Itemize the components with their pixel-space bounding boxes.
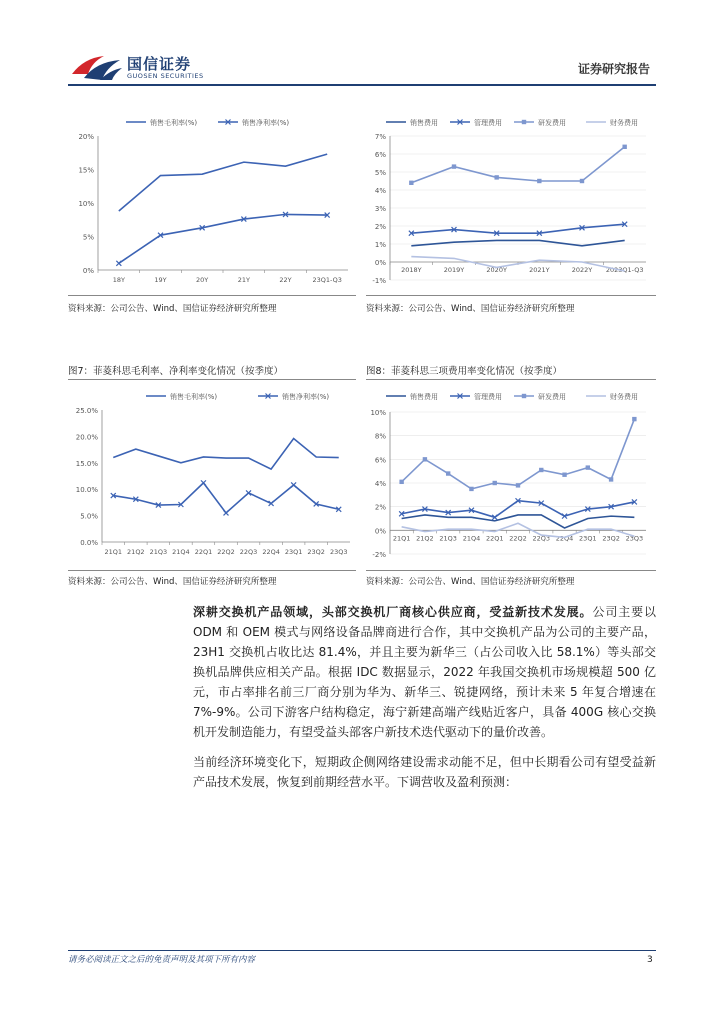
y-tick-label: 0.0% — [80, 539, 98, 547]
x-tick-label: 2022Y — [571, 266, 593, 274]
series-line-1 — [113, 483, 338, 513]
data-point — [516, 483, 520, 487]
y-tick-label: 6% — [374, 151, 386, 159]
figure-2-source: 资料来源：公司公告、Wind、国信证券经济研究所整理 — [366, 304, 575, 314]
y-tick-label: 10.0% — [75, 486, 98, 495]
paragraph-2-body: 当前经济环境变化下，短期政企侧网络建设需求动能不足，但中长期看公司有望受益新产品技术发展，恢复到前期经营水平。下调营收及盈利预测： — [193, 755, 656, 789]
legend-marker — [522, 394, 526, 398]
y-tick-label: 2% — [374, 223, 386, 231]
chart-expense-annual — [366, 100, 656, 290]
data-point — [224, 510, 229, 515]
legend-marker — [522, 120, 526, 124]
legend-label: 销售净利率(%) — [282, 393, 330, 401]
data-point — [291, 482, 296, 487]
paragraph-2 — [193, 752, 656, 792]
y-tick-label: 15% — [78, 166, 94, 175]
data-point — [469, 487, 473, 491]
y-tick-label: 25.0% — [75, 407, 98, 415]
body-text — [193, 602, 656, 802]
x-tick-label: 21Y — [237, 276, 250, 284]
paragraph-1-body: 公司主要以 ODM 和 OEM 模式与网络设备品牌商进行合作，其中交换机产品为公司的主要产品，23H1 交换机占收比达 81.4%，并且主要为新华三（占公司收入比 58.1%）等头部交换机品牌供应相关产品。根据 IDC 数据显示，2022 年我国交换机市场规模超 500 亿元，市占率排名前三厂商分别为华为、新华三、锐捷网络，预计未来 5 年复合增速在 7%-9%。公司下游客户结构稳定，海宁新建高端产线贴近客户，具备 400G 核心交换机开发制造能力，有望受益头部客户新技术迭代驱动下的量价改善。 — [193, 605, 656, 739]
legend-label: 销售毛利率(%) — [170, 393, 218, 401]
y-tick-label: 0% — [374, 527, 386, 536]
figure-8-title: 图8：菲菱科思三项费用率变化情况（按季度） — [366, 366, 563, 377]
figure-7-title-rule — [68, 379, 356, 380]
legend-label: 研发费用 — [538, 119, 566, 127]
x-tick-label: 21Q3 — [439, 534, 457, 543]
data-point — [409, 181, 413, 185]
x-tick-label: 2021Y — [529, 266, 550, 274]
y-tick-label: 4% — [374, 480, 386, 488]
y-tick-label: 3% — [374, 205, 386, 213]
paragraph-1-lead: 深耕交换机产品领域，头部交换机厂商核心供应商，受益新技术发展。 — [193, 605, 593, 619]
figure-1-rule — [68, 295, 356, 296]
x-tick-label: 23Q2 — [602, 534, 620, 543]
chart-margin-annual — [68, 100, 356, 290]
x-tick-label: 21Q2 — [127, 548, 145, 556]
page-number: 3 — [647, 955, 653, 965]
series-line-1 — [119, 214, 327, 263]
figure-7-title: 图7：菲菱科思毛利率、净利率变化情况（按季度） — [68, 366, 284, 377]
data-point — [201, 480, 206, 485]
x-tick-label: 2019Y — [443, 266, 465, 274]
header — [0, 0, 724, 90]
y-tick-label: 20% — [78, 133, 94, 141]
figure-1 — [68, 100, 356, 300]
x-tick-label: 22Q1 — [485, 534, 504, 543]
data-point — [399, 480, 403, 484]
legend-label: 销售费用 — [410, 393, 438, 401]
x-tick-label: 23Q3 — [625, 534, 644, 543]
header-rule — [68, 84, 656, 86]
data-point — [446, 471, 450, 475]
x-tick-label: 21Q2 — [416, 534, 434, 543]
paragraph-1 — [193, 602, 656, 742]
x-tick-label: 21Q4 — [172, 548, 190, 556]
data-point — [586, 465, 590, 469]
x-tick-label: 21Q1 — [104, 548, 123, 556]
y-tick-label: 8% — [374, 432, 386, 441]
x-tick-label: 23Q1 — [579, 534, 597, 543]
y-tick-label: 7% — [374, 133, 386, 141]
x-tick-label: 2018Y — [401, 266, 422, 274]
data-point — [539, 468, 543, 472]
figure-2 — [366, 100, 656, 300]
y-tick-label: 20.0% — [75, 433, 98, 442]
x-tick-label: 22Q2 — [217, 548, 235, 556]
chart-expense-quarterly — [366, 382, 656, 568]
x-tick-label: 22Q3 — [532, 534, 551, 543]
figure-8-rule — [366, 570, 656, 571]
figure-8-source: 资料来源：公司公告、Wind、国信证券经济研究所整理 — [366, 577, 575, 587]
series-line-0 — [113, 439, 338, 470]
y-tick-label: 15.0% — [75, 459, 98, 468]
y-tick-label: 5% — [82, 233, 94, 242]
legend-label: 管理费用 — [474, 119, 502, 127]
footer-disclaimer: 请务必阅读正文之后的免责声明及其项下所有内容 — [68, 955, 256, 965]
y-tick-label: 0% — [82, 267, 94, 275]
x-tick-label: 22Q2 — [509, 534, 527, 543]
series-line-2 — [411, 147, 624, 183]
figure-2-rule — [366, 295, 656, 296]
y-tick-label: 6% — [374, 456, 386, 465]
legend-label: 财务费用 — [610, 393, 638, 401]
figure-7-rule — [68, 570, 356, 571]
figure-8-title-rule — [366, 379, 656, 380]
figure-1-source: 资料来源：公司公告、Wind、国信证券经济研究所整理 — [68, 304, 277, 314]
data-point — [494, 175, 498, 179]
x-tick-label: 23Q3 — [329, 548, 348, 556]
legend-label: 财务费用 — [610, 119, 638, 127]
logo-en-text: GUOSEN SECURITIES — [127, 72, 204, 80]
series-line-0 — [119, 154, 327, 211]
series-line-0 — [411, 240, 624, 245]
figure-7 — [68, 382, 356, 568]
x-tick-label: 23Q1 — [284, 548, 303, 556]
x-tick-label: 18Y — [112, 276, 125, 284]
footer-rule — [68, 950, 656, 951]
x-tick-label: 22Q3 — [239, 548, 258, 556]
series-line-2 — [402, 419, 635, 489]
y-tick-label: 1% — [374, 241, 386, 249]
x-tick-label: 2020Y — [486, 266, 507, 274]
x-tick-label: 21Q1 — [392, 534, 411, 543]
y-tick-label: 4% — [374, 187, 386, 195]
figure-7-source: 资料来源：公司公告、Wind、国信证券经济研究所整理 — [68, 577, 277, 587]
x-tick-label: 23Q2 — [307, 548, 325, 556]
y-tick-label: 10% — [370, 409, 386, 417]
x-tick-label: 22Q4 — [262, 548, 280, 556]
data-point — [493, 481, 497, 485]
x-tick-label: 20Y — [196, 276, 209, 284]
figure-8 — [366, 382, 656, 568]
legend-label: 销售费用 — [410, 119, 438, 127]
y-tick-label: 10% — [78, 200, 94, 208]
data-point — [537, 179, 541, 183]
data-point — [580, 179, 584, 183]
data-point — [562, 473, 566, 477]
data-point — [116, 261, 121, 266]
series-line-1 — [411, 224, 624, 233]
y-tick-label: 2% — [374, 503, 386, 512]
legend-label: 销售毛利率(%) — [150, 119, 198, 127]
legend-label: 销售净利率(%) — [242, 119, 290, 127]
x-tick-label: 22Q4 — [555, 534, 574, 543]
y-tick-label: 5% — [374, 169, 386, 177]
data-point — [632, 417, 636, 421]
data-point — [622, 145, 626, 149]
x-tick-label: 21Q4 — [462, 534, 481, 543]
x-tick-label: 23Q1-Q3 — [312, 276, 342, 284]
x-tick-label: 19Y — [154, 276, 167, 284]
x-tick-label: 22Y — [279, 276, 292, 284]
chart-margin-quarterly — [68, 382, 356, 568]
x-tick-label: 22Q1 — [194, 548, 213, 556]
data-point — [452, 164, 456, 168]
y-tick-label: -2% — [372, 551, 386, 559]
logo-cn-text: 国信证券 — [127, 55, 192, 73]
x-tick-label: 2023Q1-Q3 — [605, 266, 644, 274]
report-type-label: 证券研究报告 — [578, 62, 651, 76]
y-tick-label: -1% — [372, 277, 386, 285]
legend-label: 管理费用 — [474, 393, 502, 401]
legend-label: 研发费用 — [538, 393, 566, 401]
guosen-logo-icon — [70, 52, 124, 82]
x-tick-label: 21Q3 — [149, 548, 168, 556]
data-point — [423, 457, 427, 461]
y-tick-label: 0% — [374, 259, 386, 267]
series-line-0 — [402, 515, 635, 528]
y-tick-label: 5.0% — [80, 512, 98, 521]
data-point — [609, 477, 613, 481]
